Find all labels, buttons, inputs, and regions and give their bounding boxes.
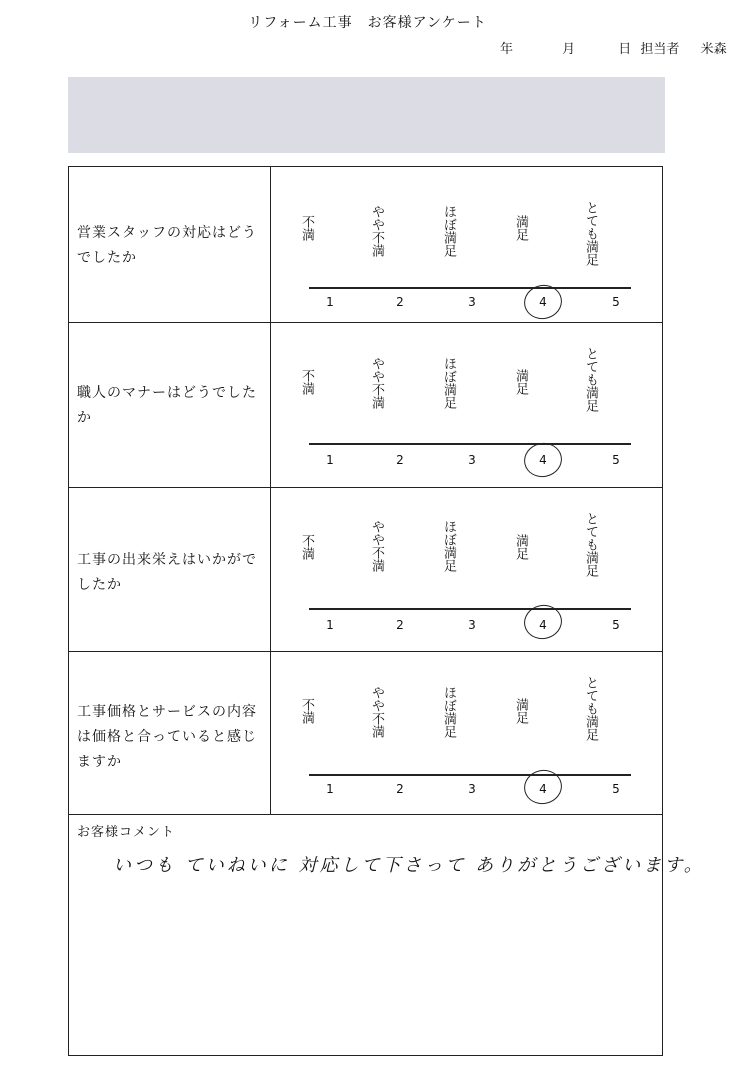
scale-label-1: 不満: [299, 534, 314, 560]
scale-label-5: とても満足: [583, 201, 598, 266]
scale-line: [309, 287, 631, 289]
question-row: [69, 167, 662, 323]
question-row: [69, 652, 662, 815]
scale-label-4: 満足: [513, 215, 528, 241]
rating-scale[interactable]: [271, 323, 662, 487]
selected-rating-circle: [521, 439, 565, 480]
question-cell: [69, 652, 271, 814]
scale-line: [309, 774, 631, 776]
scale-line: [309, 608, 631, 610]
selected-rating-circle: [521, 766, 565, 807]
scale-label-2: やや不満: [369, 205, 384, 257]
scale-label-4: 満足: [513, 534, 528, 560]
scale-number-1: 1: [326, 618, 334, 632]
month-label: 月: [562, 42, 576, 57]
scale-number-4: 4: [539, 618, 547, 632]
rating-scale[interactable]: [271, 652, 662, 814]
scale-number-3: 3: [468, 295, 476, 309]
scale-number-1: 1: [326, 453, 334, 467]
scale-label-1: 不満: [299, 215, 314, 241]
date-staff-line: [500, 38, 727, 57]
scale-label-5: とても満足: [583, 676, 598, 741]
survey-form: [68, 166, 705, 1056]
scale-number-4: 4: [539, 782, 547, 796]
question-cell: [69, 323, 271, 487]
scale-number-5: 5: [612, 453, 620, 467]
scale-label-3: ほぼ満足: [441, 205, 456, 257]
scale-label-4: 満足: [513, 698, 528, 724]
day-label: 日: [618, 42, 632, 57]
question-text: 工事の出来栄えはいかがでしたか: [77, 552, 257, 593]
scale-label-5: とても満足: [583, 512, 598, 577]
scale-number-2: 2: [396, 453, 404, 467]
staff-name: 米森: [700, 42, 727, 57]
scale-label-3: ほぼ満足: [441, 357, 456, 409]
scale-label-2: やや不満: [369, 520, 384, 572]
scale-label-2: やや不満: [369, 686, 384, 738]
scale-line: [309, 443, 631, 445]
scale-number-2: 2: [396, 782, 404, 796]
question-cell: [69, 488, 271, 651]
scale-number-1: 1: [326, 295, 334, 309]
scale-number-5: 5: [612, 618, 620, 632]
scale-number-3: 3: [468, 618, 476, 632]
question-text: 職人のマナーはどうでしたか: [77, 385, 257, 426]
comment-label: お客様コメント: [77, 825, 176, 840]
scale-number-4: 4: [539, 453, 547, 467]
scale-number-5: 5: [612, 295, 620, 309]
question-text: 工事価格とサービスの内容は価格と合っていると感じますか: [77, 704, 257, 770]
survey-title: リフォーム工事 お客様アンケート: [248, 15, 487, 31]
comment-text[interactable]: いつも ていねいに 対応して下さって ありがとうございます。: [113, 855, 705, 876]
scale-number-3: 3: [468, 453, 476, 467]
scale-label-4: 満足: [513, 369, 528, 395]
header-shaded-box: [68, 77, 665, 153]
scale-number-2: 2: [396, 618, 404, 632]
scale-label-5: とても満足: [583, 347, 598, 412]
scale-label-2: やや不満: [369, 357, 384, 409]
scale-label-1: 不満: [299, 369, 314, 395]
scale-number-4: 4: [539, 295, 547, 309]
scale-number-1: 1: [326, 782, 334, 796]
rating-scale[interactable]: [271, 167, 662, 322]
scale-number-3: 3: [468, 782, 476, 796]
question-row: [69, 488, 662, 652]
scale-label-3: ほぼ満足: [441, 520, 456, 572]
scale-label-3: ほぼ満足: [441, 686, 456, 738]
staff-label: 担当者: [640, 42, 680, 57]
question-cell: [69, 167, 271, 322]
question-text: 営業スタッフの対応はどうでしたか: [77, 225, 257, 266]
question-row: [69, 323, 662, 488]
scale-number-5: 5: [612, 782, 620, 796]
year-label: 年: [500, 42, 514, 57]
rating-scale[interactable]: [271, 488, 662, 651]
scale-number-2: 2: [396, 295, 404, 309]
scale-label-1: 不満: [299, 698, 314, 724]
